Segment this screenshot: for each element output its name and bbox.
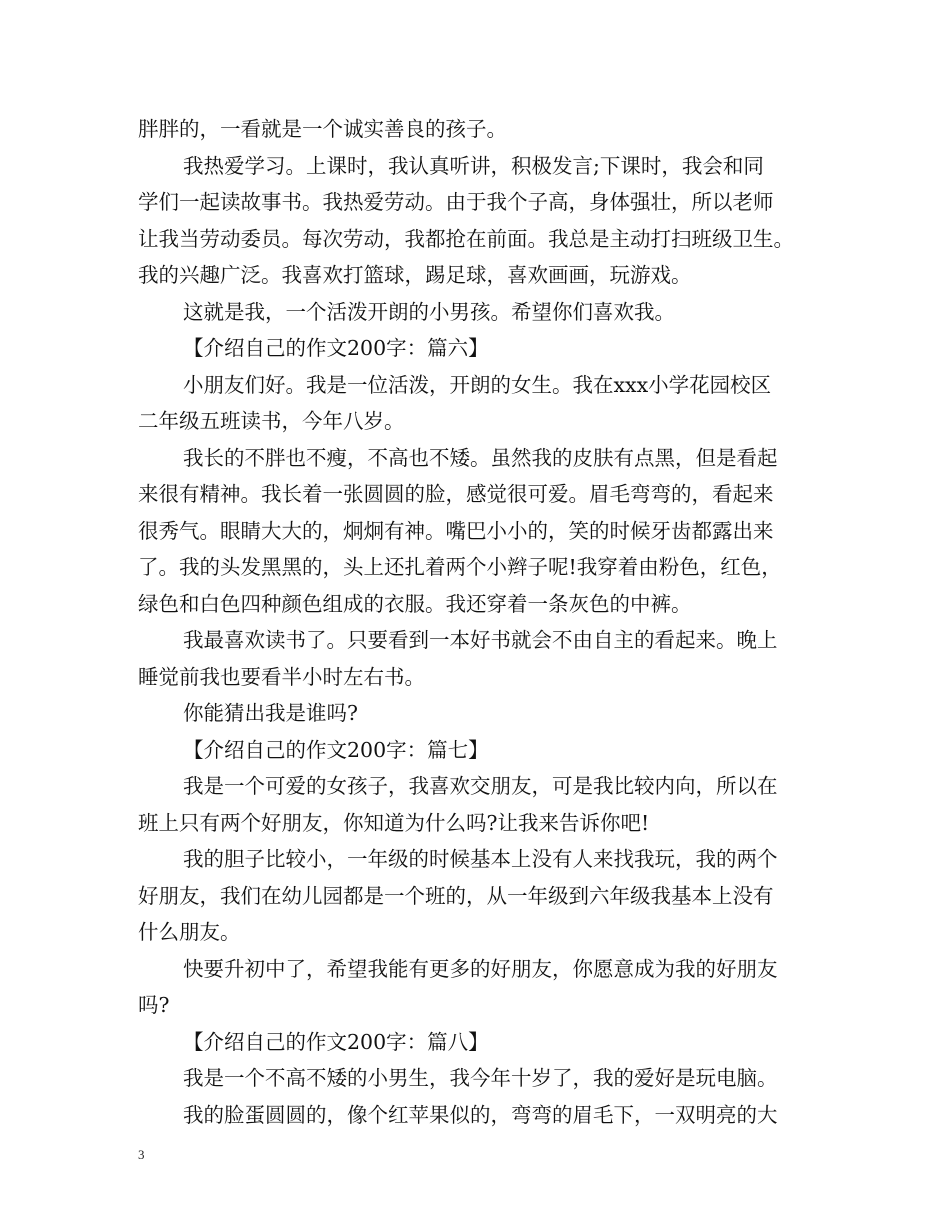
text-line: 很秀气。眼睛大大的，炯炯有神。嘴巴小小的，笑的时候牙齿都露出来 xyxy=(138,518,774,543)
text-line: 小朋友们好。我是一位活泼，开朗的女生。我在xxx小学花园校区 xyxy=(183,372,772,397)
text-line: 让我当劳动委员。每次劳动，我都抢在前面。我总是主动打扫班级卫生。 xyxy=(138,226,794,251)
text-line: 什么朋友。 xyxy=(138,920,241,944)
text-line: 【介绍自己的作文200字：篇六】 xyxy=(183,336,489,360)
text-line: 【介绍自己的作文200字：篇七】 xyxy=(183,737,489,762)
text-line: 我的脸蛋圆圆的，像个红苹果似的，弯弯的眉毛下，一双明亮的大 xyxy=(183,1102,778,1127)
text-line: 睡觉前我也要看半小时左右书。 xyxy=(138,664,425,689)
text-line: 我是一个可爱的女孩子，我喜欢交朋友，可是我比较内向，所以在 xyxy=(183,774,778,798)
text-line: 班上只有两个好朋友，你知道为什么吗?让我来告诉你吧! xyxy=(138,810,650,835)
text-line: 我的胆子比较小，一年级的时候基本上没有人来找我玩，我的两个 xyxy=(183,847,778,871)
text-line: 我热爱学习。上课时，我认真听讲，积极发言;下课时，我会和同 xyxy=(183,153,764,178)
text-line: 这就是我，一个活泼开朗的小男孩。希望你们喜欢我。 xyxy=(183,299,675,324)
page-number: 3 xyxy=(138,1147,145,1162)
document-page xyxy=(138,111,828,1133)
document-body xyxy=(138,111,828,1133)
text-line: 我长的不胖也不瘦，不高也不矮。虽然我的皮肤有点黑，但是看起 xyxy=(183,445,778,470)
text-line: 你能猜出我是谁吗? xyxy=(183,701,358,725)
text-line: 我最喜欢读书了。只要看到一本好书就会不由自主的看起来。晚上 xyxy=(183,628,778,652)
text-line: 好朋友，我们在幼儿园都是一个班的，从一年级到六年级我基本上没有 xyxy=(138,883,774,908)
text-line: 了。我的头发黑黑的，头上还扎着两个小辫子呢!我穿着由粉色，红色， xyxy=(138,555,782,579)
text-line: 来很有精神。我长着一张圆圆的脸，感觉很可爱。眉毛弯弯的，看起来 xyxy=(138,482,774,506)
text-line: 吗? xyxy=(138,993,170,1017)
text-line: 我的兴趣广泛。我喜欢打篮球，踢足球，喜欢画画，玩游戏。 xyxy=(138,263,692,287)
text-line: 学们一起读故事书。我热爱劳动。由于我个子高，身体强壮，所以老师 xyxy=(138,190,774,214)
text-line: 胖胖的，一看就是一个诚实善良的孩子。 xyxy=(138,117,507,141)
text-line: 【介绍自己的作文200字：篇八】 xyxy=(183,1029,489,1054)
text-line: 二年级五班读书，今年八岁。 xyxy=(138,409,405,433)
text-line: 绿色和白色四种颜色组成的衣服。我还穿着一条灰色的中裤。 xyxy=(138,591,692,616)
text-line: 快要升初中了，希望我能有更多的好朋友，你愿意成为我的好朋友 xyxy=(183,956,778,981)
text-line: 我是一个不高不矮的小男生，我今年十岁了，我的爱好是玩电脑。 xyxy=(183,1066,778,1090)
